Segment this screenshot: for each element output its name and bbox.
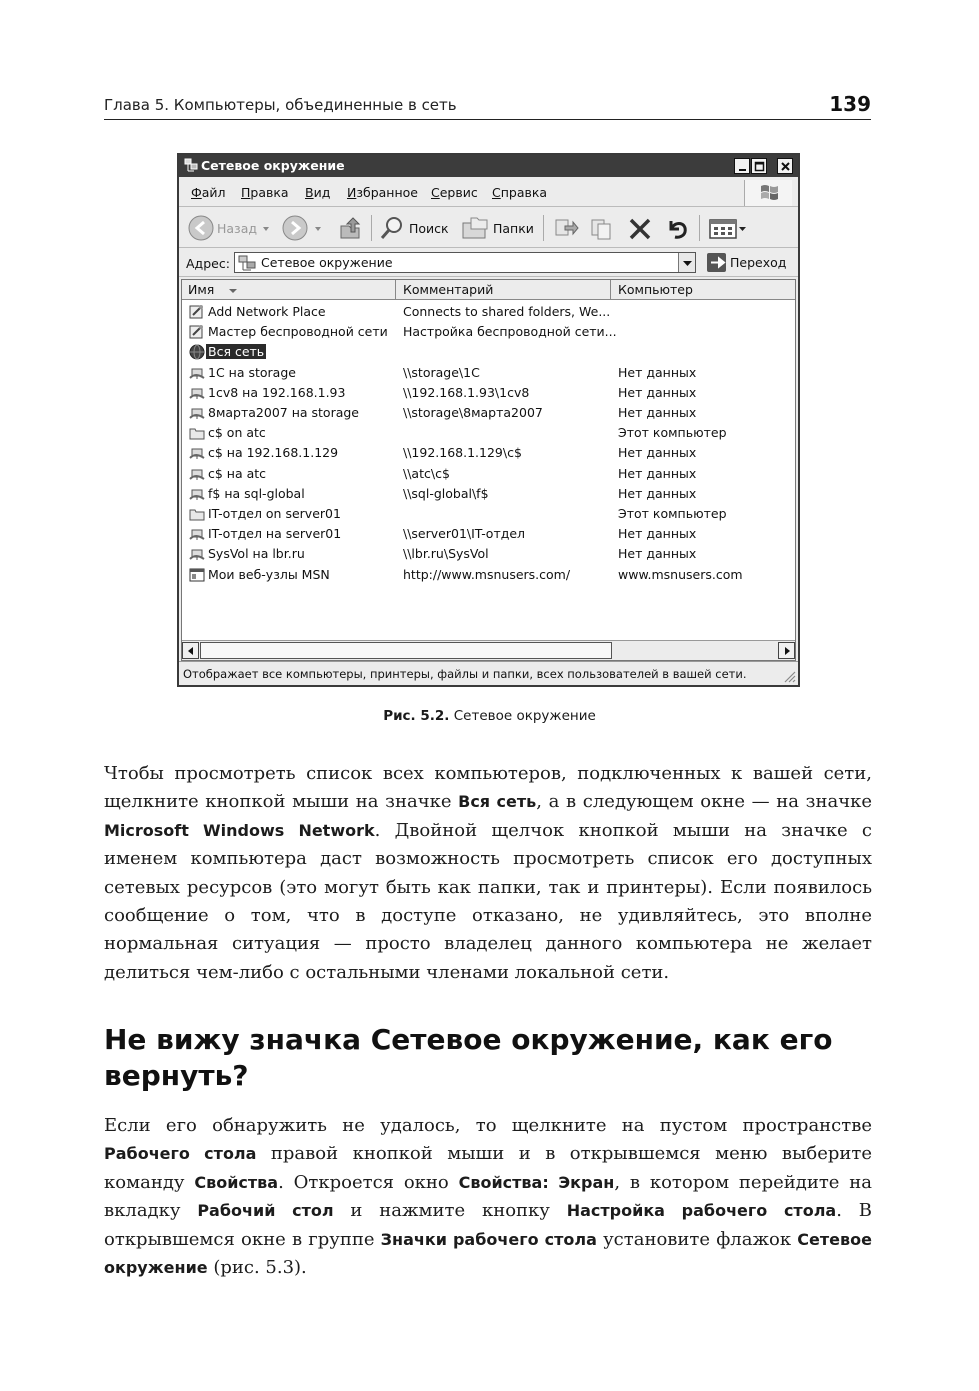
cell-name: c$ на 192.168.1.129	[208, 445, 339, 461]
cell-computer: Нет данных	[618, 405, 697, 420]
term-entire-network: Вся сеть	[458, 792, 537, 812]
wizard-icon	[189, 324, 205, 340]
column-header	[182, 280, 795, 300]
figure-label: Рис. 5.2.	[383, 708, 450, 724]
cell-computer: Нет данных	[618, 364, 697, 380]
go-arrow-icon	[706, 252, 727, 273]
toolbar-separator	[371, 215, 372, 241]
term-microsoft-windows-network: Microsoft Windows Network	[104, 820, 375, 840]
cell-computer: Этот компьютер	[618, 425, 727, 441]
list-item[interactable]	[182, 302, 795, 322]
term-display-properties: Свойства: Экран	[458, 1172, 615, 1192]
sort-arrow-icon	[228, 286, 238, 294]
term-desktop-tab: Рабочий стол	[197, 1201, 334, 1221]
list-item[interactable]	[182, 544, 795, 564]
cell-name: SysVol на lbr.ru	[208, 546, 305, 562]
cell-name: 8марта2007 на storage	[208, 405, 359, 420]
cell-computer: Нет данных	[618, 465, 697, 481]
cell-name: 1cv8 на 192.168.1.93	[208, 384, 346, 400]
address-bar	[179, 249, 798, 277]
figure-caption	[0, 708, 979, 724]
list-item[interactable]	[182, 524, 795, 544]
chevron-left-icon	[183, 643, 200, 660]
cell-computer: Нет данных	[618, 526, 697, 542]
status-bar	[179, 661, 798, 685]
menu-item-1[interactable]: Правка	[241, 185, 289, 200]
column-name[interactable]: Имя	[182, 280, 396, 300]
cell-computer: www.msnusers.com	[618, 566, 743, 582]
share-icon	[189, 445, 205, 461]
list-item[interactable]	[182, 504, 795, 524]
body-paragraph-1: Чтобы просмотреть список всех компьютеров, подключенных к вашей сети, щелкните кнопкой мыши на значке Вся сеть, а в следующем окне — на значке Microsoft Windows Network. Двойной щелчок кнопкой мыши на значке с именем компьютера даст возможность просмотреть список его доступных сетевых ресурсов (это могут быть как папки, так и принтеры). Если появилось сообщение о том, что в доступе отказано, не удивляйтесь, это вполне нормальная ситуация — просто владелец данного компьютера не желает делиться чем-либо с остальными членами локальной сети.	[104, 763, 873, 983]
cell-name: Add Network Place	[208, 304, 326, 319]
scroll-left-button[interactable]	[182, 642, 199, 659]
cell-name: c$ on atc	[208, 425, 266, 441]
cell-comment: \\lbr.ru\SysVol	[403, 546, 489, 562]
cell-name: c$ на atc	[208, 465, 267, 481]
network-places-icon	[238, 254, 256, 272]
column-computer[interactable]: Компьютер	[618, 282, 693, 297]
column-comment[interactable]: Комментарий	[397, 280, 611, 300]
maximize-icon	[752, 159, 768, 175]
network-places-icon	[184, 158, 198, 172]
cell-computer: Нет данных	[618, 384, 697, 400]
list-item[interactable]	[182, 464, 795, 484]
status-text: Отображает все компьютеры, принтеры, файлы и папки, всех пользователей в вашей сети.	[183, 667, 747, 681]
address-label: Адрес:	[186, 256, 230, 271]
resize-grip-icon[interactable]	[782, 669, 796, 683]
cell-computer: Нет данных	[618, 445, 697, 461]
term-desktop-icons: Значки рабочего стола	[380, 1229, 597, 1249]
cell-comment: \\192.168.1.129\c$	[403, 445, 522, 461]
term-customize-desktop: Настройка рабочего стола	[566, 1201, 837, 1221]
minimize-icon	[735, 159, 751, 175]
running-head	[104, 92, 871, 120]
body-paragraph-2: Если его обнаружить не удалось, то щелкните на пустом пространстве Рабочего стола правой кнопкой мыши и в открывшемся меню выберите команду Свойства. Откроется окно Свойства: Экран, в котором перейдите на вкладку Рабочий стол и нажмите кнопку Настройка рабочего стола. В открывшемся окне в группе Значки рабочего стола установите флажок Сетевое окружение (рис. 5.3).	[104, 1115, 873, 1279]
share-icon	[189, 405, 205, 421]
back-button-label[interactable]: Назад	[217, 221, 258, 236]
cell-name: IT-отдел on server01	[208, 506, 341, 521]
folders-icon[interactable]	[461, 214, 489, 242]
address-input[interactable]	[234, 252, 696, 273]
chapter-title: Глава 5. Компьютеры, объединенные в сеть	[104, 96, 457, 114]
list-item[interactable]	[182, 403, 795, 423]
cell-name: IT-отдел на server01	[208, 526, 342, 542]
cell-comment: \\sql-global\f$	[403, 485, 489, 501]
list-item[interactable]	[182, 363, 795, 383]
list-item[interactable]	[182, 484, 795, 504]
share-icon	[189, 526, 205, 542]
list-item[interactable]	[182, 565, 795, 585]
list-item[interactable]	[182, 342, 795, 362]
cell-name: 1С на storage	[208, 364, 296, 380]
term-network-places: Сетевое окружение	[104, 1229, 872, 1278]
copy-to-icon[interactable]	[589, 214, 615, 242]
move-to-icon[interactable]	[553, 214, 579, 242]
address-value: Сетевое окружение	[261, 255, 393, 270]
cell-comment: \\storage\1С	[403, 364, 480, 380]
term-properties: Свойства	[194, 1172, 279, 1192]
cell-computer: Нет данных	[618, 485, 697, 501]
scroll-thumb[interactable]	[200, 642, 612, 659]
figure-text: Сетевое окружение	[453, 708, 596, 724]
toolbar-separator	[699, 215, 700, 241]
close-icon	[778, 159, 794, 175]
globe-icon	[189, 344, 205, 360]
share-icon	[189, 466, 205, 482]
share-icon	[189, 365, 205, 381]
cell-name: Мастер беспроводной сети	[208, 324, 388, 340]
cell-comment: \\atc\c$	[403, 465, 450, 481]
back-arrow-icon[interactable]	[187, 214, 215, 242]
minimize-button[interactable]	[734, 158, 750, 174]
search-icon[interactable]	[379, 214, 405, 242]
window-title: Сетевое окружение	[201, 158, 345, 173]
file-list	[181, 279, 796, 661]
maximize-button[interactable]	[751, 158, 767, 174]
cell-comment: Настройка беспроводной сети...	[403, 324, 617, 340]
go-button-label: Переход	[730, 255, 787, 270]
scroll-right-button[interactable]	[778, 642, 795, 659]
list-item[interactable]	[182, 443, 795, 463]
folder-icon	[189, 506, 205, 522]
back-dropdown-icon[interactable]	[261, 214, 271, 242]
share-icon	[189, 385, 205, 401]
folders-button-label[interactable]: Папки	[493, 221, 534, 236]
address-dropdown-button[interactable]	[678, 253, 695, 272]
list-item[interactable]	[182, 383, 795, 403]
chevron-down-icon	[679, 253, 696, 272]
msn-icon	[189, 567, 205, 583]
window-titlebar[interactable]	[179, 155, 798, 177]
cell-comment: \\server01\IT-отдел	[403, 526, 526, 542]
folder-icon	[189, 425, 205, 441]
share-icon	[189, 486, 205, 502]
list-item[interactable]	[182, 423, 795, 443]
up-folder-icon[interactable]	[337, 214, 363, 242]
cell-computer: Этот компьютер	[618, 506, 727, 521]
cell-comment: Connects to shared folders, We...	[403, 304, 611, 319]
share-icon	[189, 546, 205, 562]
forward-dropdown-icon[interactable]	[313, 214, 323, 242]
section-heading: Не вижу значка Сетевое окружение, как его вернуть?	[104, 1023, 833, 1092]
cell-comment: \\192.168.1.93\1cv8	[403, 384, 530, 400]
menu-item-5[interactable]: Справка	[492, 185, 548, 200]
term-desktop: Рабочего стола	[104, 1144, 257, 1164]
windows-logo-icon	[744, 180, 792, 206]
list-item[interactable]	[182, 322, 795, 342]
cell-name: f$ на sql-global	[208, 485, 305, 501]
undo-icon[interactable]	[663, 214, 689, 242]
forward-arrow-icon[interactable]	[281, 214, 309, 242]
delete-icon[interactable]	[627, 214, 653, 242]
page-number: 139	[829, 92, 871, 116]
toolbar-separator	[543, 215, 544, 241]
menu-item-4[interactable]: Сервис	[431, 185, 478, 200]
horizontal-scrollbar[interactable]	[182, 640, 795, 660]
menu-item-0[interactable]: Файл	[191, 185, 226, 200]
close-button[interactable]	[777, 158, 793, 174]
cell-comment: \\storage\8марта2007	[403, 405, 543, 420]
cell-name: Вся сеть	[208, 344, 265, 360]
wizard-icon	[189, 304, 205, 320]
network-places-window	[177, 153, 800, 687]
menu-bar	[179, 179, 798, 207]
cell-name: Мои веб-узлы MSN	[208, 566, 330, 582]
cell-computer: Нет данных	[618, 546, 697, 562]
toolbar	[179, 208, 798, 248]
menu-item-3[interactable]: Избранное	[347, 185, 418, 200]
search-button-label[interactable]: Поиск	[409, 221, 449, 236]
cell-comment: http://www.msnusers.com/	[403, 566, 571, 582]
views-icon[interactable]	[707, 214, 749, 242]
menu-item-2[interactable]: Вид	[305, 185, 331, 200]
go-button[interactable]	[704, 252, 794, 273]
chevron-right-icon	[779, 643, 796, 660]
